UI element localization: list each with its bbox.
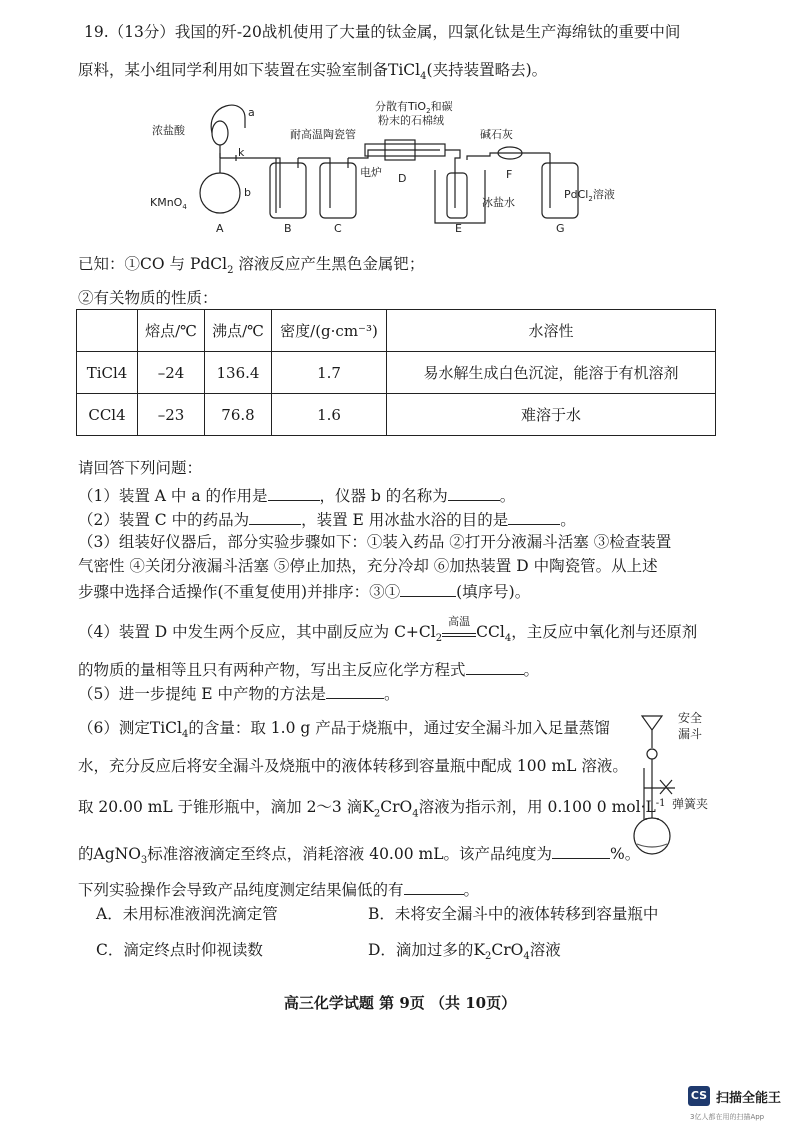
q2: （2）装置 C 中的药品为 ，装置 E 用冰盐水浴的目的是 。	[78, 508, 576, 530]
svg-text:PdCl2溶液: PdCl$_2$溶液	[564, 188, 615, 203]
table-cell: 136.4	[205, 352, 272, 394]
q3-line1: （3）组装好仪器后，部分实验步骤如下：①装入药品 ②打开分液漏斗活塞 ③检查装置	[78, 533, 672, 551]
option-C: C．滴定终点时仰视读数	[96, 941, 263, 959]
table-row	[77, 394, 716, 436]
table-cell: 难溶于水	[387, 394, 716, 436]
answer-blank[interactable]	[466, 658, 524, 675]
svg-text:碱石灰: 碱石灰	[480, 128, 513, 141]
table-cell: –23	[138, 394, 205, 436]
bottle-B	[270, 163, 306, 218]
camscanner-logo-icon: CS	[688, 1086, 710, 1106]
apparatus-label-A: A	[216, 222, 224, 235]
apparatus-diagram	[150, 98, 650, 238]
watermark-name: 扫描全能王	[716, 1091, 782, 1106]
reaction-arrow: 高温	[442, 624, 476, 637]
table-cell: –24	[138, 352, 205, 394]
table-header-cell: 水溶性	[387, 310, 716, 352]
svg-text:冰盐水: 冰盐水	[482, 196, 515, 209]
answer-blank[interactable]	[249, 508, 301, 525]
answer-blank[interactable]	[508, 508, 560, 525]
page-footer: 高三化学试题 第 9页 （共 10页）	[283, 994, 517, 1012]
q6-line5: 下列实验操作会导致产品纯度测定结果偏低的有 。	[78, 878, 479, 900]
table-header-cell: 密度/(g·cm⁻³)	[272, 310, 387, 352]
question-intro-line1: 19.（13分）我国的歼-20战机使用了大量的钛金属，四氯化钛是生产海绵钛的重要中间	[84, 23, 681, 41]
table-cell: TiCl4	[77, 352, 138, 394]
table-cell: 1.6	[272, 394, 387, 436]
apparatus-label-E: E	[455, 222, 462, 235]
table-cell: CCl4	[77, 394, 138, 436]
beaker-E	[435, 170, 485, 223]
apparatus-label-B: B	[284, 222, 292, 235]
answer-blank[interactable]	[552, 842, 610, 859]
svg-text:k: k	[238, 146, 245, 159]
q4-line1: （4）装置 D 中发生两个反应，其中副反应为 $C+Cl_2$ 高温 CCl$_4$，主反应中氧化剂与还原剂	[78, 615, 698, 645]
bottle-C	[320, 163, 356, 218]
svg-text:安全: 安全	[678, 711, 703, 725]
svg-text:漏斗: 漏斗	[678, 727, 703, 741]
option-B: B．未将安全漏斗中的液体转移到容量瓶中	[368, 905, 659, 923]
answer-blank[interactable]	[448, 484, 500, 501]
table-header-cell	[77, 310, 138, 352]
answer-blank[interactable]	[404, 878, 464, 895]
svg-text:a: a	[248, 106, 255, 119]
q6-line1: （6）测定TiCl$_4$的含量：取 1.0 g 产品于烧瓶中，通过安全漏斗加入足量蒸馏	[78, 719, 610, 741]
q6-line3: 取 20.00 mL 于锥形瓶中，滴加 2～3 滴$K_2CrO_4$溶液为指示剂，用 0.100 0 $mol\cdot L^{-1}$	[78, 798, 666, 820]
known-line1: 已知：①CO 与 PdCl$_2$ 溶液反应产生黑色金属钯；	[78, 255, 425, 277]
svg-text:粉末的石棉绒: 粉末的石棉绒	[378, 114, 444, 127]
q6-line4: 的AgNO$_3$标准溶液滴定至终点，消耗溶液 40.00 mL。该产品纯度为 %。	[78, 842, 640, 871]
table-cell: 76.8	[205, 394, 272, 436]
q3-line2: 气密性 ④关闭分液漏斗活塞 ⑤停止加热，充分冷却 ⑥加热装置 D 中陶瓷管。从上述	[78, 557, 658, 575]
table-cell: 1.7	[272, 352, 387, 394]
apparatus-label-D: D	[398, 172, 407, 185]
apparatus-label-G: G	[556, 222, 565, 235]
table-header-cell: 沸点/℃	[205, 310, 272, 352]
question-intro-line2: 原料，某小组同学利用如下装置在实验室制备TiCl$_4$(夹持装置略去)。	[78, 61, 548, 83]
watermark-sub: 3亿人都在用的扫描App	[690, 1113, 765, 1121]
properties-table	[76, 309, 716, 436]
svg-text:分散有TiO2和碳: 分散有TiO$_2$和碳	[375, 100, 453, 115]
svg-text:耐高温陶瓷管: 耐高温陶瓷管	[290, 128, 356, 141]
q3-line3: 步骤中选择合适操作(不重复使用)并排序：③① (填序号)。	[78, 580, 530, 602]
funnel-A	[212, 121, 228, 145]
prompt: 请回答下列问题：	[78, 459, 203, 477]
option-A: A．未用标准液润洗滴定管	[96, 905, 278, 923]
svg-text:KMnO4: KMnO$_4$	[150, 196, 187, 211]
table-cell: 易水解生成白色沉淀，能溶于有机溶剂	[387, 352, 716, 394]
svg-text:电炉: 电炉	[360, 166, 382, 179]
svg-text:弹簧夹: 弹簧夹	[672, 797, 709, 811]
q4-line2: 的物质的量相等且只有两种产物，写出主反应化学方程式 。	[78, 658, 539, 680]
option-D: D．滴加过多的$K_2CrO_4$溶液	[368, 941, 561, 963]
q6-line2: 水，充分反应后将安全漏斗及烧瓶中的液体转移到容量瓶中配成 100 mL 溶液。	[78, 757, 628, 775]
table-row	[77, 352, 716, 394]
flask-A	[200, 173, 240, 213]
apparatus-label-F: F	[506, 168, 513, 181]
q1: （1）装置 A 中 a 的作用是 ，仪器 b 的名称为 。	[78, 484, 515, 506]
known-line2: ②有关物质的性质：	[78, 289, 218, 307]
q5: （5）进一步提纯 E 中产物的方法是 。	[78, 682, 400, 704]
flask	[634, 818, 670, 854]
answer-blank[interactable]	[326, 682, 384, 699]
table-header-row	[77, 310, 716, 352]
safety-funnel-diagram	[620, 708, 730, 858]
svg-text:浓盐酸: 浓盐酸	[152, 124, 185, 137]
svg-text:b: b	[244, 186, 251, 199]
apparatus-label-C: C	[334, 222, 342, 235]
answer-blank[interactable]	[400, 580, 456, 597]
answer-blank[interactable]	[268, 484, 320, 501]
table-header-cell: 熔点/℃	[138, 310, 205, 352]
